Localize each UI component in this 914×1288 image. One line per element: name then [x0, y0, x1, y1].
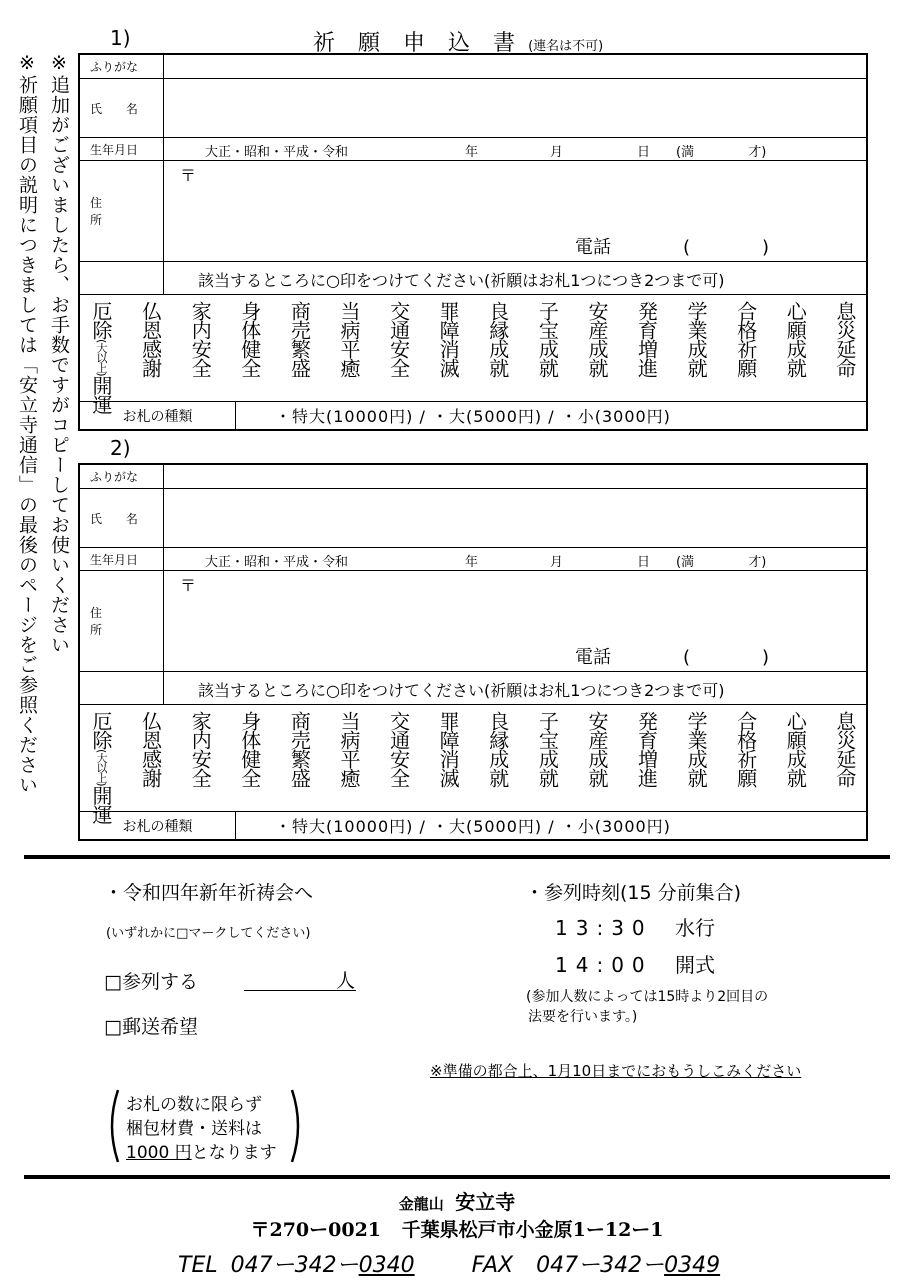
prayer-item-label: 合格祈願 [733, 301, 758, 377]
phone-label: 電話 [575, 237, 611, 258]
fee-line-2: 梱包材費・送料は [126, 1119, 262, 1139]
fee-amount: 1000 円 [126, 1143, 192, 1163]
prayer-item-label: 罪障消滅 [436, 711, 461, 787]
prayer-item-label: 学業成就 [684, 711, 709, 787]
birth-label: 生年月日 [80, 548, 164, 570]
prayer-item-label: 子宝成就 [535, 711, 560, 787]
prayer-item-label: 厄除 [89, 711, 113, 749]
prayer-item[interactable] [338, 301, 360, 401]
prayer-items [80, 295, 866, 414]
tel-prefix: 047ー342ー [230, 1253, 359, 1278]
side-note-reference: ※祈願項目の説明につきましては「安立寺通信」の最後のページをご参照ください [16, 52, 38, 795]
prayer-item[interactable] [685, 711, 707, 811]
prayer-item-label: 身体健全 [237, 711, 262, 787]
application-form-1 [78, 53, 868, 431]
ofuda-values: ・特大(10000円) / ・大(5000円) / ・小(3000円) [275, 817, 671, 836]
prayer-item-label-rest: 開運 [89, 375, 113, 414]
address-label: 住 所 [80, 161, 164, 261]
ofuda-label: お札の種類 [80, 812, 236, 839]
fee-right-paren-icon [290, 1088, 304, 1164]
prayer-item[interactable] [288, 301, 310, 401]
time-title: ・参列時刻(15 分前集合) [525, 882, 742, 904]
prayer-item-label: 心願成就 [783, 301, 808, 377]
prayer-item-label: 身体健全 [237, 301, 262, 377]
postal-mark: 〒 [180, 166, 197, 185]
postal-code: 〒270ー0021 [250, 1219, 382, 1241]
prayer-item-label: 厄除 [89, 301, 113, 339]
side-note-copy: ※追加がございましたら、お手数ですがコピーしてお使いください [48, 52, 70, 655]
form-title-note: (連名は不可) [528, 39, 604, 54]
prayer-item[interactable] [834, 711, 856, 811]
event-title: ・令和四年新年祈祷会へ [104, 882, 314, 904]
prayer-item-label: 仏恩感謝 [138, 301, 163, 377]
furigana-row [80, 465, 866, 489]
fee-left-paren-icon [106, 1088, 120, 1164]
prayer-item-label-rest: 開運 [89, 785, 113, 824]
temple-name [0, 1186, 914, 1215]
instruction-text: 該当するところに○印をつけてください(祈願はお札1つにつき2つまで可) [198, 271, 725, 290]
furigana-row [80, 55, 866, 79]
birth-eras: 大正・昭和・平成・令和 [205, 145, 349, 160]
prayer-item[interactable] [189, 711, 211, 811]
prayer-item[interactable] [189, 301, 211, 401]
prayer-item[interactable] [89, 301, 113, 414]
address-label: 住 所 [80, 571, 164, 671]
prayer-item-label: 学業成就 [684, 301, 709, 377]
prayer-item[interactable] [487, 711, 509, 811]
time-row-1 [555, 912, 715, 941]
prayer-item[interactable] [239, 301, 261, 401]
street-address: 千葉県松戸市小金原1ー12ー1 [401, 1219, 664, 1241]
prayer-item-label: 商売繁盛 [287, 301, 312, 377]
prayer-item-label: 罪障消滅 [436, 301, 461, 377]
ofuda-label: お札の種類 [80, 402, 236, 429]
birth-age: (満 才) [676, 145, 767, 160]
prayer-items-row [80, 295, 866, 414]
ofuda-row [80, 402, 866, 429]
birth-row [80, 138, 866, 161]
prayer-item[interactable] [586, 301, 608, 401]
mountain-name: 金龍山 [398, 1195, 444, 1213]
prayer-item-label: 家内安全 [188, 301, 213, 377]
fee-line-1: お札の数に限らず [126, 1095, 262, 1115]
instruction-text: 該当するところに○印をつけてください(祈願はお札1つにつき2つまで可) [198, 681, 725, 700]
prayer-item-sub: (大以上) [95, 749, 108, 786]
name-field[interactable] [166, 79, 866, 137]
birth-month: 月 [550, 555, 564, 570]
prayer-item[interactable] [784, 301, 806, 401]
prayer-item-label: 交通安全 [386, 301, 411, 377]
tel-last: 0340 [358, 1253, 415, 1278]
prayer-item[interactable] [288, 711, 310, 811]
birth-day: 日 [637, 555, 651, 570]
prayer-item[interactable] [784, 711, 806, 811]
prayer-item-label: 交通安全 [386, 711, 411, 787]
prayer-item-label: 発育増進 [634, 711, 659, 787]
prayer-item-label: 商売繁盛 [287, 711, 312, 787]
prayer-item[interactable] [735, 711, 757, 811]
prayer-item-label: 息災延命 [832, 301, 857, 377]
prayer-item[interactable] [89, 711, 113, 824]
address-row [80, 161, 866, 262]
prayer-items [80, 705, 866, 824]
prayer-item[interactable] [536, 301, 558, 401]
time-1-label: 水行 [675, 916, 715, 940]
time-2: 14:00 [555, 953, 653, 977]
mail-checkbox[interactable]: □郵送希望 [104, 1016, 198, 1038]
prayer-item-label: 良縁成就 [485, 301, 510, 377]
prayer-item[interactable] [536, 711, 558, 811]
prayer-item[interactable] [388, 301, 410, 401]
application-form-2 [78, 463, 868, 841]
prayer-item[interactable] [735, 301, 757, 401]
prayer-item-label: 安産成就 [584, 301, 609, 377]
prayer-item[interactable] [437, 711, 459, 811]
temple-title: 安立寺 [455, 1190, 516, 1214]
phone-parens: ( ) [683, 237, 770, 258]
time-note-1: (参加人数によっては15時より2回目の [526, 989, 769, 1005]
divider-bottom [24, 1175, 890, 1179]
phone-label: 電話 [575, 647, 611, 668]
name-row [80, 489, 866, 548]
prayer-item-label: 心願成就 [783, 711, 808, 787]
prayer-item[interactable] [239, 711, 261, 811]
time-row-2 [555, 949, 715, 978]
prayer-item[interactable] [140, 711, 162, 811]
form-title-text: 祈 願 申 込 書 [313, 31, 523, 56]
name-row [80, 79, 866, 138]
name-label: 氏 名 [80, 79, 164, 137]
fax-last: 0349 [664, 1253, 721, 1278]
birth-row [80, 548, 866, 571]
prayer-item[interactable] [636, 301, 658, 401]
time-2-label: 開式 [675, 953, 715, 977]
fee-line-3 [126, 1138, 277, 1163]
prayer-item-label: 家内安全 [188, 711, 213, 787]
prayer-item[interactable] [388, 711, 410, 811]
furigana-field[interactable] [166, 55, 866, 78]
prayer-item[interactable] [636, 711, 658, 811]
postal-mark: 〒 [180, 576, 197, 595]
fee-rest: となります [191, 1143, 277, 1163]
tel-label: TEL [178, 1253, 218, 1278]
divider-top [24, 855, 890, 859]
form-number-1: 1) [110, 26, 131, 50]
prayer-item[interactable] [586, 711, 608, 811]
ofuda-values: ・特大(10000円) / ・大(5000円) / ・小(3000円) [275, 407, 671, 426]
address-row [80, 571, 866, 672]
prayer-items-row [80, 705, 866, 824]
prayer-item-label: 安産成就 [584, 711, 609, 787]
people-unit: 人 [336, 970, 356, 992]
prayer-item[interactable] [140, 301, 162, 401]
birth-year: 年 [465, 555, 479, 570]
birth-year: 年 [465, 145, 479, 160]
birth-month: 月 [550, 145, 564, 160]
furigana-label: ふりがな [80, 55, 164, 78]
contact-line [178, 1248, 720, 1279]
prayer-item-label: 子宝成就 [535, 301, 560, 377]
temple-address [0, 1215, 914, 1242]
birth-eras: 大正・昭和・平成・令和 [205, 555, 349, 570]
furigana-label: ふりがな [80, 465, 164, 488]
fax-label: FAX [471, 1253, 514, 1278]
fax-prefix: 047ー342ー [536, 1253, 665, 1278]
instruction-row [80, 262, 866, 295]
name-field[interactable] [166, 489, 866, 547]
instruction-blank [80, 672, 164, 704]
phone-parens: ( ) [683, 647, 770, 668]
prayer-item[interactable] [685, 301, 707, 401]
fee-note [106, 1088, 306, 1164]
instruction-row [80, 672, 866, 705]
mark-note: (いずれかに□マークしてください) [106, 926, 311, 941]
prayer-item[interactable] [487, 301, 509, 401]
prayer-item-label: 良縁成就 [485, 711, 510, 787]
birth-label: 生年月日 [80, 138, 164, 160]
birth-age: (満 才) [676, 555, 767, 570]
prayer-item-label: 仏恩感謝 [138, 711, 163, 787]
prayer-item-label: 発育増進 [634, 301, 659, 377]
ofuda-row [80, 812, 866, 839]
prayer-item-label: 当病平癒 [336, 301, 361, 377]
prayer-item[interactable] [834, 301, 856, 401]
form-number-2: 2) [110, 436, 131, 460]
furigana-field[interactable] [166, 465, 866, 488]
prayer-item-label: 合格祈願 [733, 711, 758, 787]
prayer-item-sub: (大以上) [95, 339, 108, 376]
attend-checkbox[interactable]: □参列する [104, 971, 198, 993]
prayer-item[interactable] [338, 711, 360, 811]
birth-day: 日 [637, 145, 651, 160]
prayer-item-label: 当病平癒 [336, 711, 361, 787]
instruction-blank [80, 262, 164, 294]
time-note-2: 法要を行います。) [528, 1009, 638, 1025]
name-label: 氏 名 [80, 489, 164, 547]
prayer-item[interactable] [437, 301, 459, 401]
time-1: 13:30 [555, 916, 653, 940]
deadline-note: ※準備の都合上、1月10日までにおもうしこみください [430, 1062, 802, 1080]
prayer-item-label: 息災延命 [832, 711, 857, 787]
